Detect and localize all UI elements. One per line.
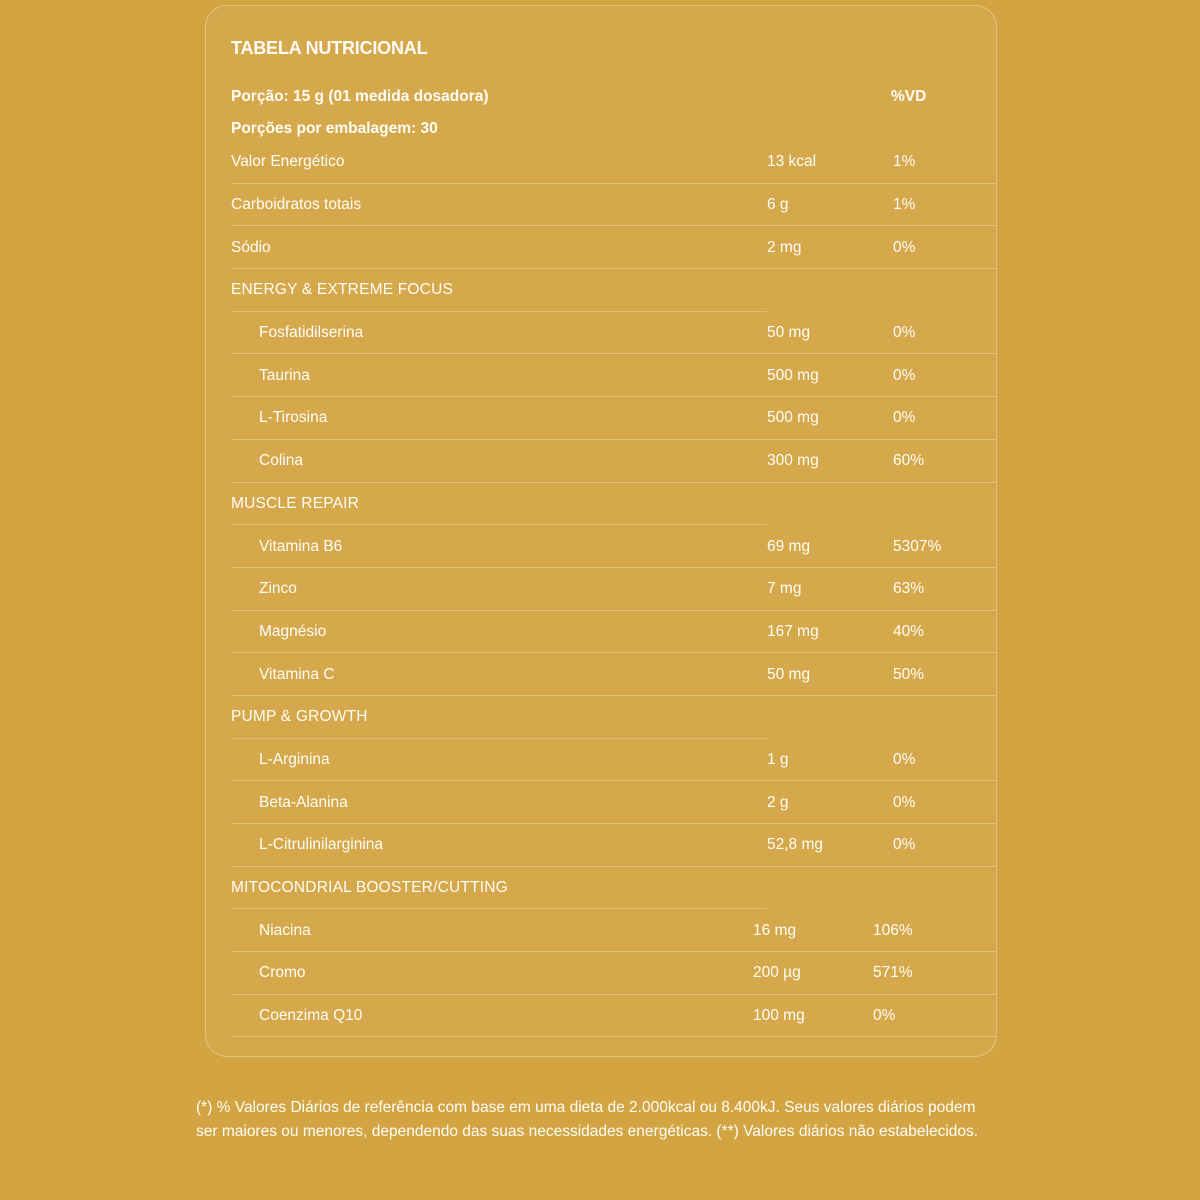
nutrient-daily-value: 63%: [893, 580, 925, 598]
table-row: [231, 440, 996, 483]
nutrient-amount: 100 mg: [753, 1007, 805, 1025]
nutrient-amount: 300 mg: [767, 452, 819, 470]
section-header-row: [231, 483, 996, 526]
table-row: [231, 525, 996, 568]
table-row: [231, 995, 996, 1038]
nutrient-daily-value: 1%: [893, 153, 916, 171]
nutrient-daily-value: 0%: [873, 1007, 896, 1025]
nutrient-name: Vitamina B6: [259, 537, 343, 555]
nutrient-amount: 167 mg: [767, 622, 819, 640]
table-row: [231, 226, 996, 269]
nutrient-amount: 2 mg: [767, 238, 802, 256]
nutrient-daily-value: 0%: [893, 793, 916, 811]
nutrient-daily-value: 0%: [893, 238, 916, 256]
table-row: [231, 653, 996, 696]
section-header-row: [231, 867, 996, 910]
nutrient-daily-value: 5307%: [893, 537, 942, 555]
nutrient-daily-value: 50%: [893, 665, 925, 683]
nutrient-name: Beta-Alanina: [259, 793, 348, 811]
nutrition-table-title: TABELA NUTRICIONAL: [231, 38, 428, 58]
nutrient-daily-value: 0%: [893, 324, 916, 342]
section-title: PUMP & GROWTH: [231, 708, 368, 726]
nutrient-amount: 2 g: [767, 793, 789, 811]
nutrient-daily-value: 106%: [873, 921, 913, 939]
table-row: [231, 611, 996, 654]
table-row: [231, 141, 996, 184]
nutrient-daily-value: 0%: [893, 366, 916, 384]
nutrient-daily-value: 0%: [893, 409, 916, 427]
nutrient-amount: 52,8 mg: [767, 836, 824, 854]
nutrient-name: Valor Energético: [231, 153, 345, 171]
section-title: ENERGY & EXTREME FOCUS: [231, 281, 454, 299]
nutrient-name: Sódio: [231, 238, 271, 256]
serving-size-label: Porção: 15 g (01 medida dosadora): [231, 88, 489, 105]
serving-header-row: [231, 88, 996, 106]
section-title: MITOCONDRIAL BOOSTER/CUTTING: [231, 879, 508, 897]
nutrient-amount: 50 mg: [767, 665, 811, 683]
nutrient-name: Vitamina C: [259, 665, 335, 683]
table-row: [231, 312, 996, 355]
nutrient-amount: 500 mg: [767, 409, 819, 427]
nutrient-daily-value: 0%: [893, 750, 916, 768]
table-row: [231, 568, 996, 611]
table-row: [231, 739, 996, 782]
nutrient-name: L-Citrulinilarginina: [259, 836, 384, 854]
nutrient-name: Carboidratos totais: [231, 196, 362, 214]
nutrient-amount: 16 mg: [753, 921, 797, 939]
section-header-row: [231, 269, 996, 312]
nutrient-name: Fosfatidilserina: [259, 324, 364, 342]
table-row: [231, 781, 996, 824]
nutrient-name: Zinco: [259, 580, 297, 598]
nutrient-amount: 6 g: [767, 196, 789, 214]
table-row: [231, 909, 996, 952]
section-title: MUSCLE REPAIR: [231, 494, 360, 512]
nutrient-daily-value: 0%: [893, 836, 916, 854]
nutrient-name: Colina: [259, 452, 303, 470]
nutrient-daily-value: 571%: [873, 964, 913, 982]
nutrient-amount: 7 mg: [767, 580, 802, 598]
nutrient-name: Magnésio: [259, 622, 327, 640]
nutrient-name: Cromo: [259, 964, 306, 982]
table-row: [231, 952, 996, 995]
nutrition-table-panel: [205, 5, 997, 1057]
nutrient-amount: 500 mg: [767, 366, 819, 384]
nutrient-name: L-Tirosina: [259, 409, 328, 427]
nutrient-daily-value: 1%: [893, 196, 916, 214]
section-header-row: [231, 696, 996, 739]
table-row: [231, 824, 996, 867]
nutrient-amount: 13 kcal: [767, 153, 817, 171]
nutrient-amount: 50 mg: [767, 324, 811, 342]
nutrient-name: Taurina: [259, 366, 310, 384]
daily-value-column-header: %VD: [891, 88, 927, 105]
servings-per-package-label: Porções por embalagem: 30: [231, 120, 438, 137]
nutrient-name: Niacina: [259, 921, 311, 939]
nutrient-daily-value: 60%: [893, 452, 925, 470]
nutrient-amount: 1 g: [767, 750, 789, 768]
nutrient-daily-value: 40%: [893, 622, 925, 640]
daily-values-footnote: (*) % Valores Diários de referência com base em uma dieta de 2.000kcal ou 8.400kJ. Seus valores diários podem ser maiores ou menores, dependendo das suas necessidades energéticas. (**) Valores diários não estabelecidos.: [196, 1099, 979, 1140]
table-row: [231, 397, 996, 440]
nutrition-rows: [231, 141, 996, 1037]
table-row: [231, 354, 996, 397]
table-row: [231, 184, 996, 227]
nutrient-name: Coenzima Q10: [259, 1007, 363, 1025]
nutrient-amount: 69 mg: [767, 537, 811, 555]
nutrient-amount: 200 µg: [753, 964, 801, 982]
nutrient-name: L-Arginina: [259, 750, 330, 768]
